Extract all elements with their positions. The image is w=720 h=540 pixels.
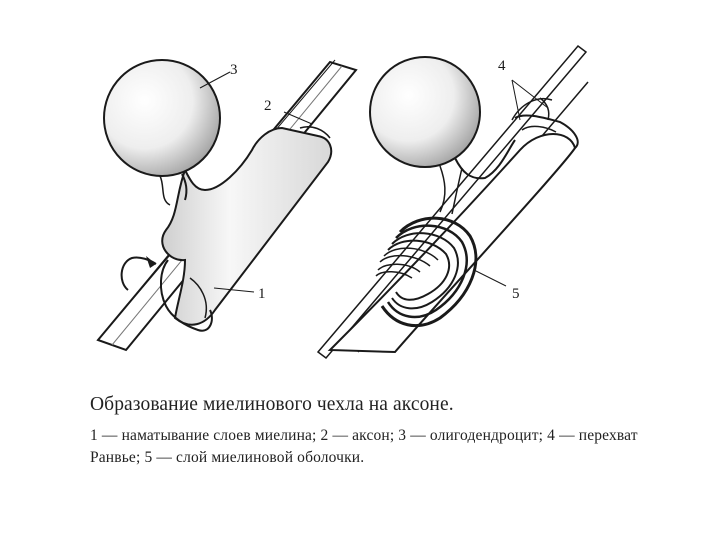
label-1: 1 xyxy=(258,286,266,302)
label-4: 4 xyxy=(498,58,506,74)
label-3: 3 xyxy=(230,62,238,78)
label-5: 5 xyxy=(512,286,520,302)
figure-caption-title: Образование миелинового чехла на аксоне. xyxy=(90,394,454,415)
oligodendrocyte-soma-left xyxy=(104,60,220,205)
left-panel-oligodendrocyte-wrapping xyxy=(98,60,356,350)
figure-caption-legend: 1 — наматывание слоев миелина; 2 — аксон; 3 — олигодендроцит; 4 — перехват Ранвье; 5 — слой миелиновой оболочки. xyxy=(90,427,638,466)
label-2: 2 xyxy=(264,98,272,114)
right-panel-myelin-sheath xyxy=(318,46,588,358)
leader-line-5 xyxy=(474,270,506,286)
